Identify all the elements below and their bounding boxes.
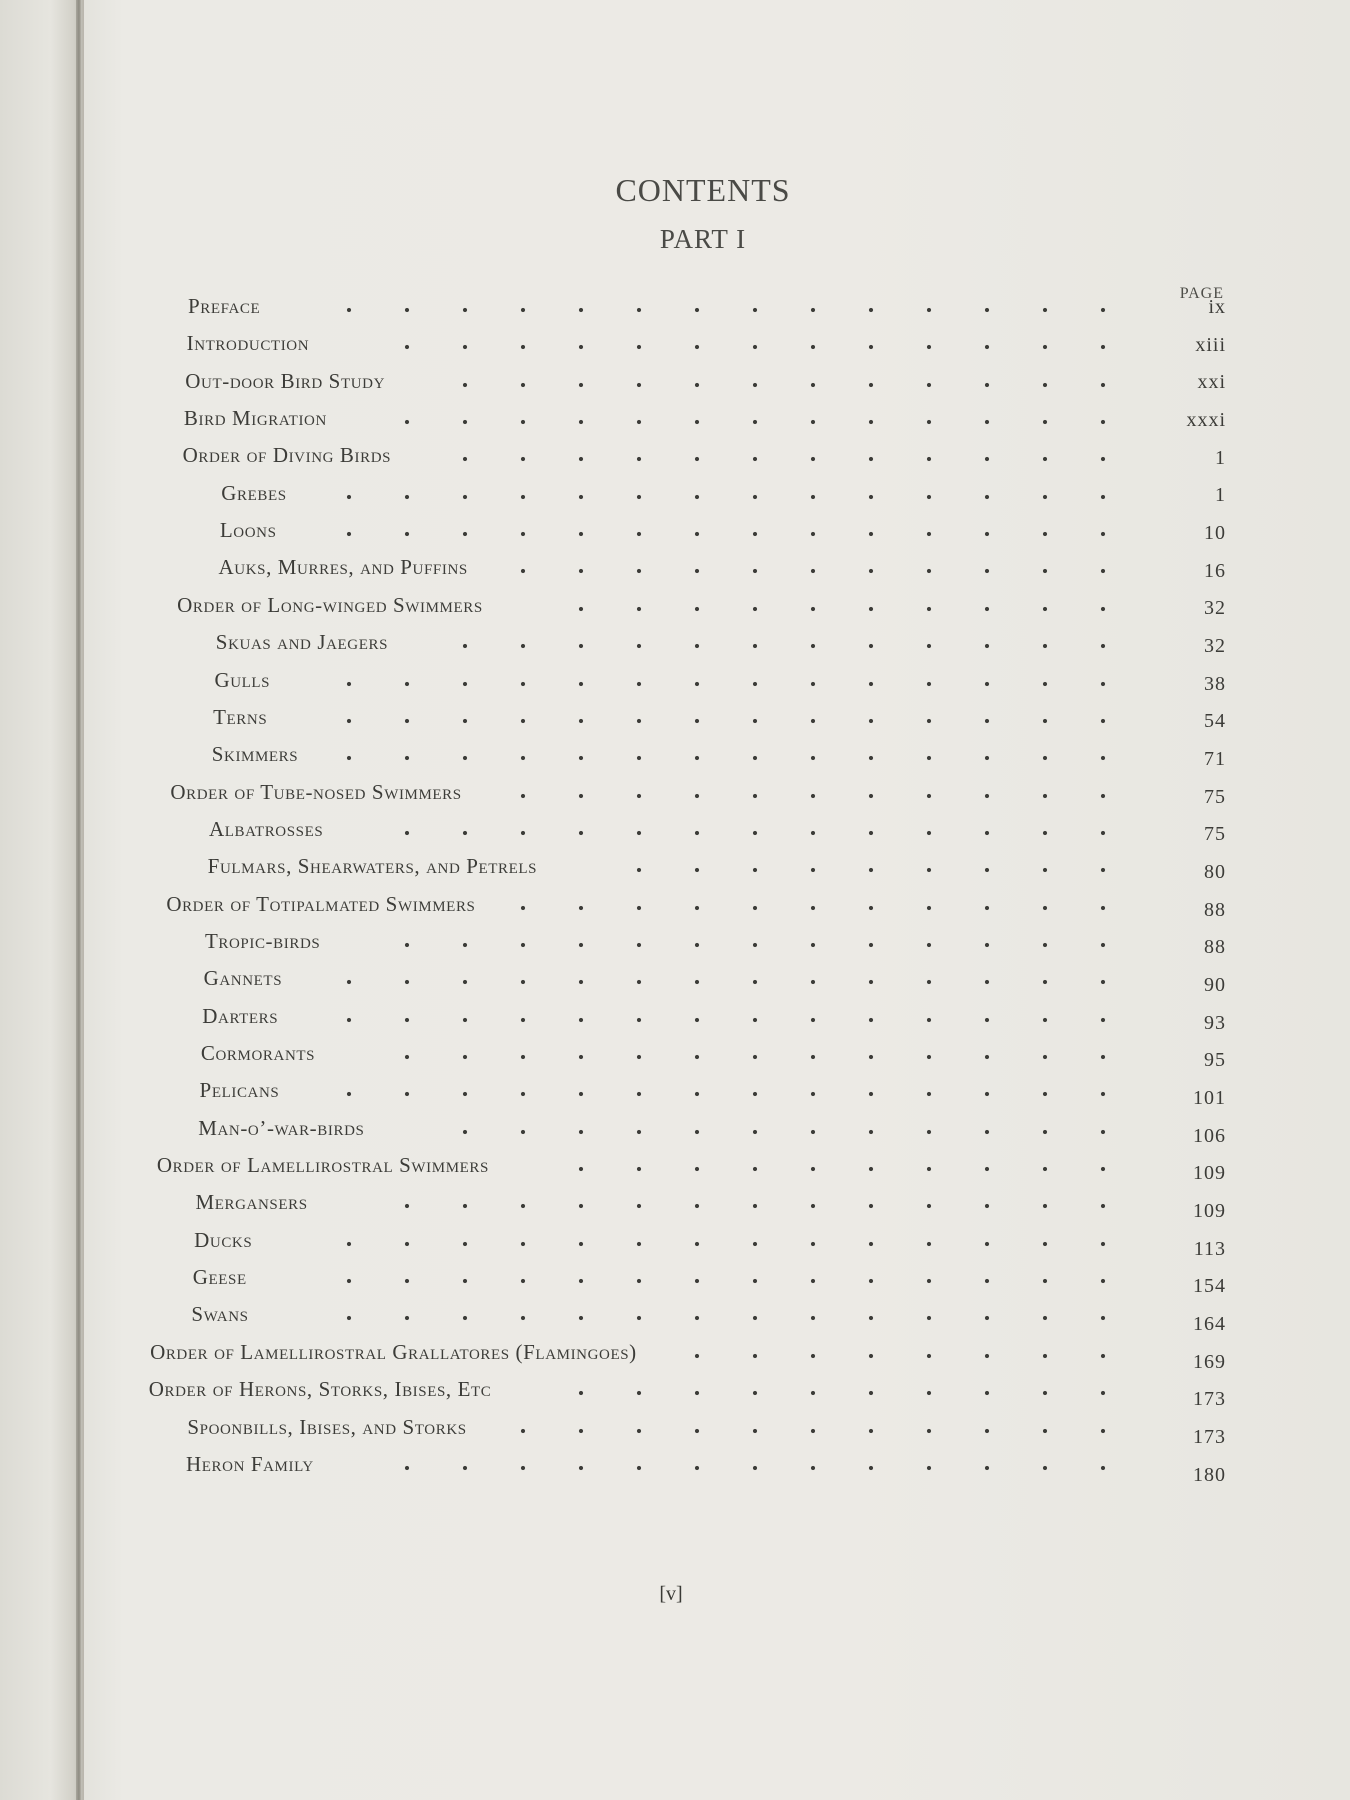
toc-dot-leader	[320, 678, 1154, 690]
toc-row	[0, 892, 1350, 922]
toc-row	[0, 668, 1350, 698]
toc-page-number: 173	[1193, 1426, 1226, 1449]
toc-entry-label: Fulmars, Shearwaters, and Petrels	[207, 854, 538, 879]
toc-entry-label: Swans	[191, 1302, 249, 1327]
toc-page-number: 109	[1193, 1200, 1226, 1223]
toc-page-number: 106	[1193, 1124, 1226, 1147]
toc-row	[0, 966, 1350, 996]
toc-row	[0, 406, 1350, 436]
toc-row	[0, 555, 1350, 585]
toc-entry-label: Tropic-birds	[204, 928, 321, 953]
toc-row	[0, 817, 1350, 847]
toc-row	[0, 929, 1350, 959]
page-column-label: PAGE	[1179, 285, 1224, 302]
toc-dot-leader	[320, 1312, 1154, 1324]
toc-dot-leader	[320, 715, 1154, 727]
toc-entry-label: Order of Lamellirostral Swimmers	[156, 1153, 489, 1178]
toc-page-number: 32	[1204, 635, 1226, 658]
toc-row	[0, 1339, 1350, 1373]
toc-dot-leader	[552, 603, 1154, 615]
toc-page-number: 38	[1204, 672, 1226, 695]
toc-dot-leader	[378, 1462, 1154, 1474]
toc-dot-leader	[378, 1200, 1154, 1212]
toc-entry-label: Gannets	[203, 966, 283, 991]
toc-dot-leader	[320, 528, 1154, 540]
toc-entry-label: Auks, Murres, and Puffins	[218, 555, 468, 580]
toc-entry-label: Grebes	[221, 480, 287, 505]
toc-entry-label: Cormorants	[200, 1041, 316, 1065]
toc-row	[0, 1153, 1350, 1183]
toc-page-number: 88	[1204, 936, 1226, 959]
toc-entry-label: Albatrosses	[209, 816, 324, 841]
toc-dot-leader	[494, 565, 1154, 577]
toc-page-number: 101	[1193, 1087, 1226, 1110]
part-heading: PART I	[659, 224, 747, 254]
toc-page-number: 173	[1193, 1388, 1226, 1411]
toc-dot-leader	[436, 379, 1154, 391]
toc-row	[0, 369, 1350, 399]
toc-entry-label: Order of Long-winged Swimmers	[177, 592, 483, 617]
toc-entry-label: Out-door Bird Study	[185, 368, 386, 393]
toc-page-number: xxi	[1197, 371, 1226, 394]
toc-page-number: 164	[1193, 1313, 1226, 1336]
toc-row	[0, 1041, 1350, 1071]
toc-page-number: 90	[1204, 974, 1226, 997]
toc-entry-label: Gulls	[214, 667, 271, 692]
toc-entry-label: Bird Migration	[183, 406, 327, 431]
toc-dot-leader	[378, 1051, 1154, 1063]
toc-page-number: 95	[1204, 1049, 1226, 1072]
toc-dot-leader	[494, 1425, 1154, 1437]
toc-page-number: 80	[1204, 861, 1226, 884]
toc-page-number: 180	[1193, 1463, 1226, 1486]
toc-page-number: 54	[1204, 710, 1226, 733]
toc-dot-leader	[378, 939, 1154, 951]
toc-row	[0, 443, 1350, 473]
toc-row	[0, 1190, 1350, 1223]
toc-dot-leader	[320, 1275, 1154, 1287]
toc-entry-label: Order of Herons, Storks, Ibises, Etc	[148, 1377, 492, 1402]
toc-entry-label: Pelicans	[199, 1078, 280, 1103]
toc-page-number: 75	[1204, 823, 1226, 846]
toc-row	[0, 593, 1350, 623]
toc-entry-label: Man-o’-war-birds	[198, 1115, 365, 1140]
toc-dot-leader	[320, 1014, 1154, 1026]
toc-row	[0, 1377, 1350, 1411]
toc-row	[0, 705, 1350, 735]
toc-page-number: 88	[1204, 898, 1226, 921]
toc-row	[0, 1228, 1350, 1258]
toc-entry-label: Terns	[213, 704, 268, 729]
toc-dot-leader	[378, 341, 1154, 353]
toc-dot-leader	[320, 304, 1154, 316]
toc-page-number: xxxi	[1186, 409, 1226, 431]
toc-row	[0, 1004, 1350, 1034]
toc-entry-label: Loons	[219, 518, 277, 543]
toc-dot-leader	[320, 491, 1154, 503]
toc-dot-leader	[320, 1088, 1154, 1100]
toc-dot-leader	[320, 976, 1154, 988]
toc-entry-label: Order of Tube-nosed Swimmers	[170, 779, 462, 804]
toc-entry-label: Ducks	[194, 1227, 253, 1252]
toc-entry-label: Skuas and Jaegers	[215, 630, 389, 655]
toc-row	[0, 331, 1350, 361]
toc-row	[0, 780, 1350, 810]
toc-entry-label: Geese	[192, 1265, 247, 1290]
toc-row	[0, 294, 1350, 324]
toc-page-number: ix	[1208, 296, 1226, 318]
toc-row	[0, 742, 1350, 772]
toc-row	[0, 1265, 1350, 1298]
toc-entry-label: Darters	[202, 1003, 279, 1028]
toc-page-number: 113	[1193, 1237, 1226, 1260]
toc-dot-leader	[436, 1126, 1154, 1138]
toc-dot-leader	[552, 1387, 1154, 1399]
toc-entry-label: Mergansers	[195, 1190, 308, 1215]
toc-row	[0, 854, 1350, 884]
toc-entry-label: Order of Lamellirostral Grallatores (Flamingoes)	[150, 1339, 637, 1364]
toc-row	[0, 1302, 1350, 1336]
toc-dot-leader	[494, 790, 1154, 802]
toc-row	[0, 1116, 1350, 1146]
toc-dot-leader	[436, 453, 1154, 465]
toc-page-number: 75	[1204, 785, 1226, 808]
toc-dot-leader	[552, 1163, 1154, 1175]
toc-dot-leader	[320, 1238, 1154, 1250]
toc-page-number: 1	[1215, 446, 1226, 469]
toc-row	[0, 630, 1350, 660]
toc-page-number: 32	[1204, 597, 1226, 620]
toc-entry-label: Introduction	[186, 331, 310, 356]
toc-page-number: 16	[1204, 559, 1226, 582]
toc-dot-leader	[494, 902, 1154, 914]
toc-page-number: 109	[1193, 1162, 1226, 1185]
page-folio: [v]	[659, 1583, 683, 1605]
toc-entry-label: Preface	[188, 294, 261, 318]
toc-page-number: 154	[1193, 1275, 1226, 1298]
toc-row	[0, 1451, 1350, 1486]
toc-dot-leader	[320, 752, 1154, 764]
toc-page-number: 169	[1193, 1350, 1226, 1373]
toc-row	[0, 1414, 1350, 1449]
toc-entry-label: Heron Family	[186, 1451, 314, 1476]
toc-page-number: 93	[1204, 1011, 1226, 1034]
toc-dot-leader	[378, 416, 1154, 428]
toc-page-number: 10	[1204, 522, 1226, 545]
toc-row	[0, 1078, 1350, 1108]
toc-dot-leader	[436, 640, 1154, 652]
toc-row	[0, 518, 1350, 548]
toc-page-number: 1	[1215, 484, 1226, 507]
toc-dot-leader	[378, 827, 1154, 839]
toc-dot-leader	[668, 1350, 1154, 1362]
toc-row	[0, 481, 1350, 511]
toc-entry-label: Spoonbills, Ibises, and Storks	[187, 1414, 467, 1439]
toc-entry-label: Order of Totipalmated Swimmers	[166, 891, 476, 916]
toc-page-number: 71	[1204, 748, 1226, 771]
toc-entry-label: Skimmers	[211, 742, 299, 767]
toc-page-number: xiii	[1195, 333, 1226, 356]
toc-dot-leader	[610, 864, 1154, 876]
contents-heading: CONTENTS	[615, 172, 791, 208]
toc-entry-label: Order of Diving Birds	[182, 443, 392, 468]
